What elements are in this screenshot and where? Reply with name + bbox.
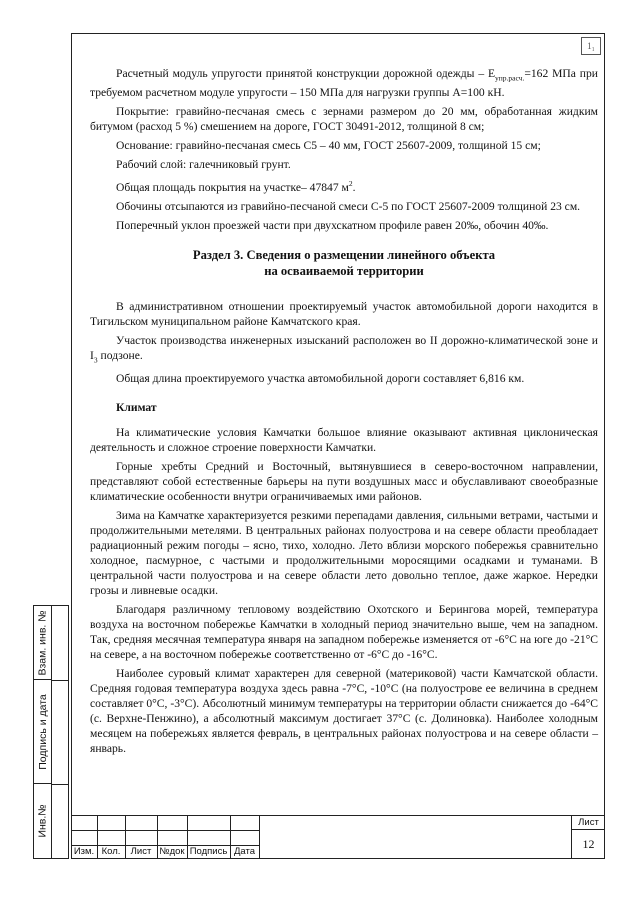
paragraph-road-zone [90,333,598,367]
title-block-col-doc: №док [159,846,185,857]
title-block-col-kol: Кол. [101,846,121,857]
side-stamp-labels-column [34,606,52,858]
paragraph-severe-climate: Наиболее суровый климат характерен для северной (материковой) части Камчатской области. Средняя годовая температура воздуха здесь равна -7°С, -10°С (на полуострове ее величина в среднем составляет 0°С, -3°С). Абсолютный минимум температуры на территории области снижается до -64°С (с. Верхне-Пенжино), а абсолютный максимум достигает 37°С (с. Долиновка). Наиболее холодным месяцем на побережьях является февраль, в центральных районах полуострова и на севере области – январь. [90,667,598,756]
side-label-vzam: Взам. инв. № [37,609,49,676]
paragraph-modulus-subscript: упр.расч. [495,73,525,83]
paragraph-area-text-a: Общая площадь покрытия на участке– 47847 м [116,181,349,195]
corner-mark: 1₁ [581,37,601,55]
paragraph-modulus-text-b: =162 МПа при требуемом расчетном модуле упругости – 150 МПа для нагрузки группы А=100 кН. [90,67,598,100]
title-block-col-izm: Изм. [73,846,95,857]
section-title-line-1: Раздел 3. Сведения о размещении линейного объекта [192,248,496,263]
side-label-inv: Инв.№ [37,803,50,838]
side-divider-2 [52,784,68,785]
sheet-number: 12 [582,837,595,851]
paragraph-modulus [90,66,598,100]
title-block-col-data: Дата [233,846,256,857]
paragraph-slope: Поперечный уклон проезжей части при двухскатном профиле равен 20‰, обочин 40‰. [116,219,549,233]
title-block [71,815,605,859]
paragraph-road-length: Общая длина проектируемого участка автомобильной дороги составляет 6,816 км. [116,372,525,386]
paragraph-winter: Зима на Камчатке характеризуется резкими перепадами давления, сильными ветрами, частыми и продолжительными метелями. В центральных районах полуострова и на севере области преобладает радиационный режим погоды – ясно, тихо, холодно. Лето вблизи морского побережья сравнительно холодное, пасмурное, с частыми и продолжительными моросящими осадками и туманами. В центральной части полуострова и на севере области лето довольно теплое, даже жаркое. Нередки грозы и ливневые осадки. [90,509,598,598]
paragraph-base: Основание: гравийно-песчаная смесь С5 – 40 мм, ГОСТ 25607-2009, толщиной 15 см; [116,139,541,153]
paragraph-admin-location: В административном отношении проектируемый участок автомобильной дороги находится в Тигильском муниципальном районе Камчатского края. [90,300,598,329]
document-body [90,66,598,760]
title-block-col-list: Лист [130,846,152,857]
side-cell-podpis [34,680,52,784]
title-block-col-podpis: Подпись [189,846,228,857]
sheet-label: Лист [572,816,605,830]
paragraph-climate-intro: На климатические условия Камчатки большое влияние оказывают активная циклоническая деятельность и сложное строение поверхности Камчатки. [90,426,598,455]
side-cell-vzam [34,606,52,680]
paragraph-surface: Покрытие: гравийно-песчаная смесь с зернами размером до 20 мм, обработанная жидким битумом (расход 5 %) смешением на дороге, ГОСТ 30491-2012, толщиной 8 см; [90,105,598,134]
paragraph-shoulders: Обочины отсыпаются из гравийно-песчаной смеси С-5 по ГОСТ 25607-2009 толщиной 23 см. [116,200,581,214]
side-stamp-strip [33,605,69,859]
paragraph-seas-influence: Благодаря различному тепловому воздействию Охотского и Берингова морей, температура воздуха на восточном побережье Камчатки в холодный период значительно выше, чем на западном. Так, средняя месячная температура января на западном побережье изменяется от -6°С на юге до -21°С на севере, а на восточном побережье соответственно от -6°С до -16°С. [90,603,598,662]
side-label-podpis: Подпись и дата [37,693,49,770]
side-divider-1 [52,680,68,681]
title-block-col-line-6 [259,816,260,859]
paragraph-working-layer: Рабочий слой: галечниковый грунт. [116,158,291,172]
paragraph-area-superscript: 2 [348,179,353,189]
paragraph-area-text-b: . [352,181,356,195]
section-title [90,247,598,279]
climate-heading: Климат [116,401,157,415]
side-cell-inv [34,784,52,857]
paragraph-mountain-ranges: Горные хребты Средний и Восточный, вытянувшиеся в северо-восточном направлении, представляют собой естественные барьеры на пути воздушных масс и обуславливают своеобразные климатические особенности внутри ограничиваемых ими районов. [90,460,598,504]
paragraph-area [90,176,598,195]
paragraph-road-zone-text-b: подзоне. [97,349,143,363]
paragraph-modulus-text-a: Расчетный модуль упругости принятой конструкции дорожной одежды – E [116,67,496,80]
section-title-line-2: на осваиваемой территории [264,264,424,279]
paragraph-road-zone-text-a: Участок производства инженерных изысканий расположен во II дорожно-климатической зоне и I [90,334,598,363]
sheet-number-box [571,816,605,859]
paragraph-road-zone-subscript: 3 [93,355,98,365]
